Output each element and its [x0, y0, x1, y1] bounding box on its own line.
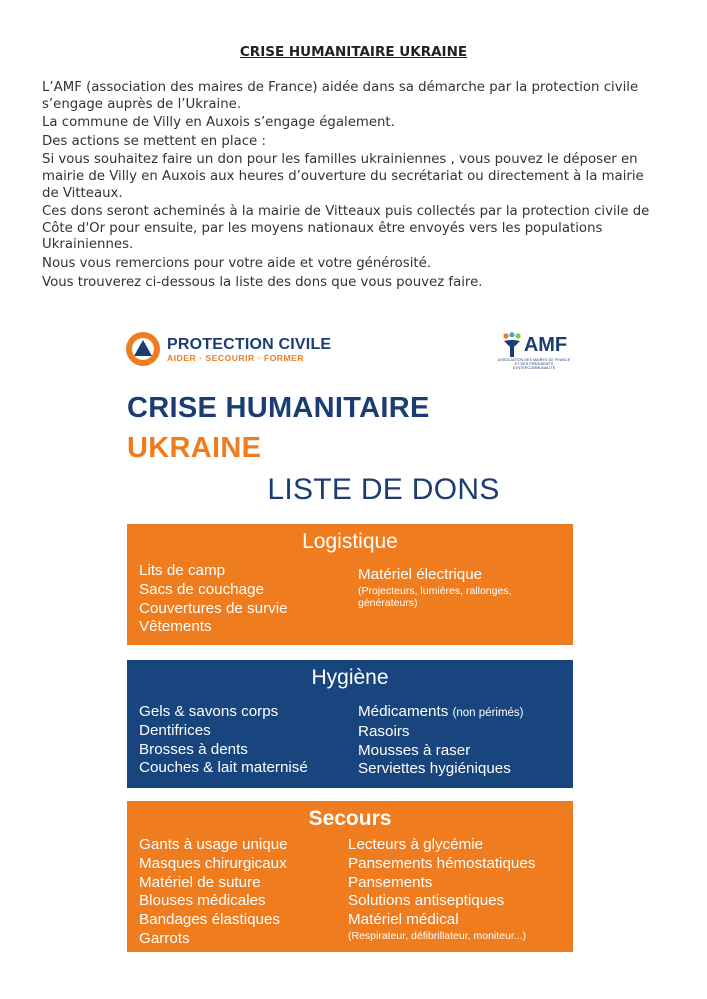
logistique-title: Logistique [302, 530, 398, 553]
protection-civile-emblem-icon [126, 332, 160, 366]
list-item: Bandages élastiques [139, 911, 281, 929]
logistique-box [127, 524, 573, 645]
secours-box [127, 801, 573, 952]
list-item: Serviettes hygiéniques [358, 760, 511, 778]
hygiene-title: Hygiène [311, 666, 389, 689]
list-item: Garrots [139, 929, 190, 947]
list-item-note: (Projecteurs, lumières, rallonges, générateurs) [358, 584, 512, 609]
intro-paragraph: Si vous souhaitez faire un don pour les familles ukrainiennes , vous pouvez le déposer en mairie de Villy en Auxois aux heures d’ouverture du secrétariat ou directement à la mairie de Vitteaux. [42, 152, 644, 201]
list-item: Vêtements [139, 618, 212, 636]
protection-civile-name: PROTECTION CIVILE [167, 335, 332, 353]
intro-paragraph: Vous trouverez ci-dessous la liste des dons que vous pouvez faire. [42, 274, 483, 290]
logo-bar [126, 332, 572, 372]
protection-civile-logo [126, 332, 331, 366]
list-item: Pansements hémostatiques [348, 854, 536, 872]
list-item: Couches & lait maternisé [139, 759, 308, 777]
poster-title-line3-text: LISTE DE DONS [267, 473, 500, 506]
intro-paragraph: L’AMF (association des maires de France) aidée dans sa démarche par la protection civile s’engage auprès de l’Ukraine. [42, 80, 639, 112]
list-item: Masques chirurgicaux [139, 854, 287, 872]
list-item: Matériel de suture [139, 873, 261, 891]
secours-title: Secours [308, 807, 392, 830]
list-item: Lits de camp [139, 562, 226, 579]
poster-title-line3 [0, 473, 707, 507]
list-item: Lecteurs à glycémie [348, 836, 484, 853]
list-item: Brosses à dents [139, 740, 248, 758]
list-item-note: (non périmés) [452, 707, 524, 719]
intro-text [42, 80, 664, 293]
list-item: Gels & savons corps [139, 703, 279, 720]
list-item: Pansements [348, 873, 433, 891]
poster-title-line1: CRISE HUMANITAIRE [127, 392, 430, 424]
list-item: Rasoirs [358, 722, 410, 740]
document-title: CRISE HUMANITAIRE UKRAINE [239, 44, 468, 60]
list-item: Matériel électrique [358, 566, 483, 583]
intro-paragraph: Ces dons seront acheminés à la mairie de Vitteaux puis collectés par la protection civile de Côte d'Or pour ensuite, par les moyens nationaux être envoyés vers les populations Ukrainiennes. [42, 204, 650, 253]
intro-paragraph: La commune de Villy en Auxois s’engage également. [42, 115, 395, 131]
intro-paragraph: Des actions se mettent en place : [42, 133, 266, 149]
list-item: Couvertures de survie [139, 599, 288, 617]
hygiene-box [127, 660, 573, 788]
protection-civile-tagline: AIDER · SECOURIR · FORMER [167, 352, 305, 363]
list-item: Blouses médicales [139, 892, 266, 910]
list-item: Sacs de couchage [139, 580, 264, 598]
amf-figure-icon [501, 332, 523, 358]
list-item: Matériel médical [348, 911, 459, 929]
list-item-note: (Respirateur, défibrillateur, moniteur...) [348, 929, 526, 942]
intro-paragraph: Nous vous remercions pour votre aide et votre générosité. [42, 255, 432, 271]
list-item-text: Médicaments [358, 703, 449, 720]
list-item: Gants à usage unique [139, 836, 288, 853]
amf-subtitle: ASSOCIATION DES MAIRES DE FRANCE ET DES PRÉSIDENTS D'INTERCOMMUNALITÉ [497, 358, 571, 370]
amf-logo [496, 332, 572, 370]
list-item: Mousses à raser [358, 741, 471, 759]
list-item: Solutions antiseptiques [348, 892, 505, 910]
poster-title-line2: UKRAINE [127, 432, 262, 464]
amf-name: AMF [523, 334, 568, 356]
list-item: Dentifrices [139, 721, 211, 739]
list-item [358, 703, 588, 723]
